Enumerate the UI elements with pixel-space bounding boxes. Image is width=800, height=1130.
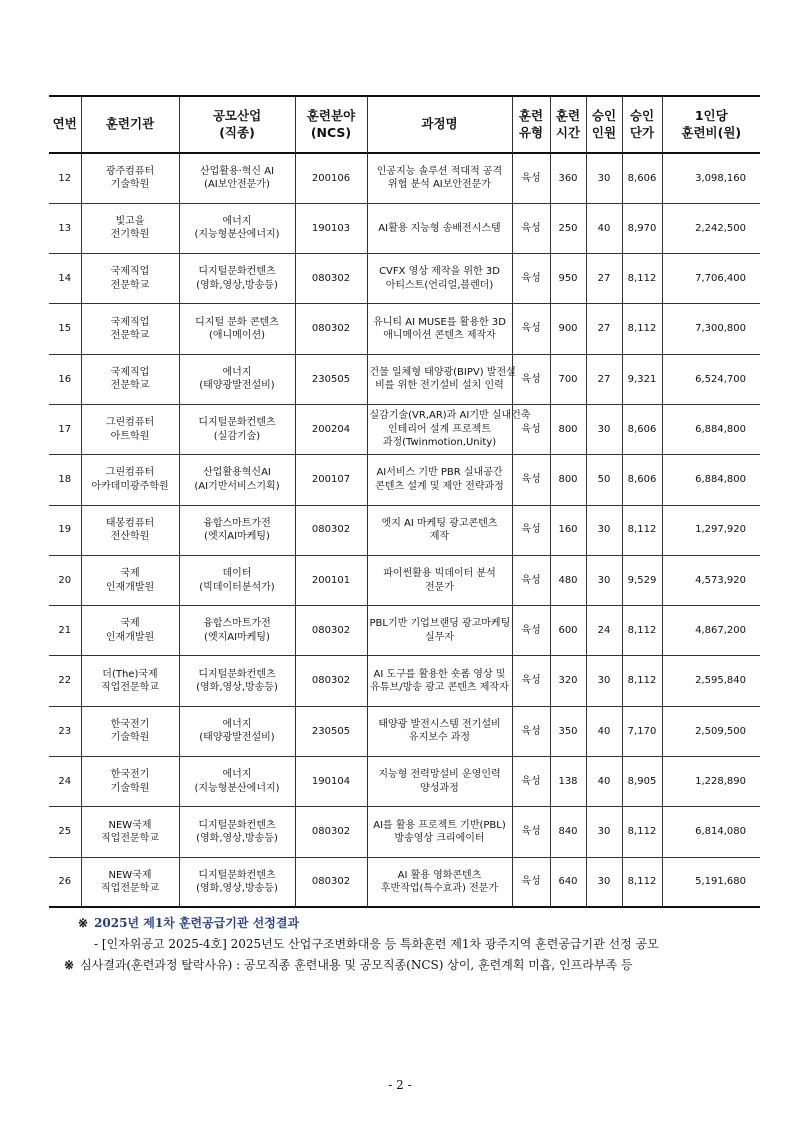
cell-industry <box>179 153 295 203</box>
cell-course-line: AI를 활용 프로젝트 기반(PBL) <box>373 819 506 831</box>
cell-industry-line: (지능형분산에너지) <box>194 782 280 794</box>
header-hours <box>550 96 586 153</box>
cell-org-line: 기술학원 <box>110 179 150 191</box>
cell-course-line: 위협 분석 AI보안전문가 <box>387 179 492 191</box>
header-unit-line: 승인 <box>629 108 655 124</box>
table-row <box>49 455 760 505</box>
cell-industry <box>179 807 295 857</box>
cell-ncs: 080302 <box>295 505 367 555</box>
cell-course-line: 양성과정 <box>420 782 459 794</box>
cell-org-line: 빛고을 <box>115 215 145 227</box>
cell-no: 17 <box>49 404 81 454</box>
header-hours-line: 훈련 <box>555 108 581 124</box>
cell-course-line: PBL기반 기업브랜딩 광고마케팅 <box>369 618 511 630</box>
cell-hours: 160 <box>550 505 586 555</box>
cell-org <box>81 455 179 505</box>
header-unit <box>622 96 662 153</box>
cell-type: 육성 <box>512 807 550 857</box>
cell-org-line: 전문학교 <box>110 330 150 342</box>
cell-no: 23 <box>49 706 81 756</box>
cell-ncs: 080302 <box>295 857 367 907</box>
cell-industry <box>179 455 295 505</box>
cell-org <box>81 153 179 203</box>
cell-no: 26 <box>49 857 81 907</box>
cell-type: 육성 <box>512 153 550 203</box>
table-body <box>49 153 760 907</box>
cell-people: 30 <box>586 404 622 454</box>
cell-hours: 900 <box>550 304 586 354</box>
cell-course-line: 애니메이션 콘텐츠 제작자 <box>383 330 496 342</box>
cell-hours: 700 <box>550 354 586 404</box>
header-org <box>81 96 179 153</box>
header-people-line: 인원 <box>591 124 617 140</box>
cell-unit: 8,112 <box>622 304 662 354</box>
cell-org <box>81 656 179 706</box>
cell-people: 30 <box>586 807 622 857</box>
cell-no: 15 <box>49 304 81 354</box>
cell-type: 육성 <box>512 203 550 253</box>
cell-people: 30 <box>586 153 622 203</box>
cell-industry-line: 융합스마트가전 <box>203 618 271 630</box>
header-course-line: 과정명 <box>421 116 458 132</box>
note-review-mark: ※ <box>64 958 75 972</box>
cell-org <box>81 555 179 605</box>
cell-org <box>81 857 179 907</box>
cell-type: 육성 <box>512 505 550 555</box>
cell-people: 30 <box>586 857 622 907</box>
cell-industry-line: 융합스마트가전 <box>203 517 271 529</box>
cell-org <box>81 354 179 404</box>
page-number: - 2 - <box>388 1078 412 1092</box>
cell-course-line: AI서비스 기반 PBR 실내공간 <box>376 467 503 479</box>
table-row <box>49 505 760 555</box>
table-row <box>49 404 760 454</box>
cell-course-line: AI활용 지능형 송배전시스템 <box>378 222 501 234</box>
cell-org <box>81 807 179 857</box>
header-unit-line: 단가 <box>629 124 655 140</box>
cell-ncs: 200204 <box>295 404 367 454</box>
cell-industry <box>179 706 295 756</box>
cell-industry-line: (영화,영상,방송등) <box>196 883 278 895</box>
cell-unit: 9,529 <box>622 555 662 605</box>
header-type-line: 유형 <box>518 124 544 140</box>
cell-ncs: 190103 <box>295 203 367 253</box>
cell-course-line: AI 활용 영화콘텐츠 <box>397 869 482 881</box>
note-review-text: 심사결과(훈련과정 탈락사유) : 공모직종 훈련내용 및 공모직종(NCS) 상이, 훈련계획 미흡, 인프라부족 등 <box>80 958 633 972</box>
cell-org-line: NEW국제 <box>108 819 152 831</box>
cell-org <box>81 304 179 354</box>
cell-no: 16 <box>49 354 81 404</box>
cell-industry-line: 디지털문화컨텐츠 <box>198 819 276 831</box>
cell-unit: 8,112 <box>622 505 662 555</box>
cell-industry-line: (영화,영상,방송등) <box>196 279 278 291</box>
cell-course <box>367 203 512 253</box>
cell-type: 육성 <box>512 606 550 656</box>
cell-industry-line: (엣지AI마케팅) <box>204 631 270 643</box>
table-row <box>49 203 760 253</box>
cell-course <box>367 606 512 656</box>
cell-org-line: 기술학원 <box>110 732 150 744</box>
cell-org-line: 직업전문학교 <box>101 682 159 694</box>
cell-industry <box>179 555 295 605</box>
cell-industry <box>179 606 295 656</box>
header-ncs-line: 훈련분야 <box>306 108 356 124</box>
cell-type: 육성 <box>512 656 550 706</box>
cell-type: 육성 <box>512 354 550 404</box>
cell-unit: 8,112 <box>622 254 662 304</box>
cell-type: 육성 <box>512 455 550 505</box>
header-org-line: 훈련기관 <box>105 116 155 132</box>
table-row <box>49 757 760 807</box>
cell-people: 30 <box>586 505 622 555</box>
cell-no: 21 <box>49 606 81 656</box>
cell-industry-line: (태양광발전설비) <box>199 732 275 744</box>
cell-people: 40 <box>586 203 622 253</box>
cell-hours: 138 <box>550 757 586 807</box>
cell-industry-line: 에너지 <box>222 215 252 227</box>
header-cost <box>662 96 760 153</box>
cell-people: 24 <box>586 606 622 656</box>
cell-cost: 3,098,160 <box>662 153 760 203</box>
cell-course <box>367 254 512 304</box>
cell-course-line: 태양광 발전시스템 전기설비 <box>378 718 501 730</box>
cell-course-line: 유지보수 과정 <box>408 732 471 744</box>
cell-cost: 6,884,800 <box>662 404 760 454</box>
cell-industry-line: 산업활용혁신AI <box>203 467 271 479</box>
cell-course-line: 건물 일체형 태양광(BIPV) 발전설 <box>369 366 516 378</box>
cell-industry-line: (AI보안전문가) <box>204 179 270 191</box>
cell-org-line: 인재개발원 <box>105 631 155 643</box>
cell-cost: 4,867,200 <box>662 606 760 656</box>
note-title: 2025년 제1차 훈련공급기관 선정결과 <box>94 916 300 930</box>
table-row <box>49 807 760 857</box>
cell-no: 22 <box>49 656 81 706</box>
cell-industry <box>179 254 295 304</box>
cell-hours: 800 <box>550 404 586 454</box>
cell-hours: 800 <box>550 455 586 505</box>
cell-no: 19 <box>49 505 81 555</box>
cell-hours: 320 <box>550 656 586 706</box>
cell-people: 40 <box>586 706 622 756</box>
cell-hours: 250 <box>550 203 586 253</box>
cell-org-line: 전문학교 <box>110 279 150 291</box>
cell-cost: 6,524,700 <box>662 354 760 404</box>
cell-hours: 640 <box>550 857 586 907</box>
cell-ncs: 080302 <box>295 807 367 857</box>
header-industry-line: 공모산업 <box>212 108 262 124</box>
cell-course-line: 인공지능 솔루션 적대적 공격 <box>376 165 503 177</box>
cell-no: 20 <box>49 555 81 605</box>
cell-no: 25 <box>49 807 81 857</box>
cell-course <box>367 354 516 404</box>
cell-hours: 950 <box>550 254 586 304</box>
cell-course-line: 인테리어 설계 프로젝트 <box>388 423 491 435</box>
cell-course-line: 후반작업(특수효과) 전문가 <box>380 883 499 895</box>
cell-course-line: 제작 <box>429 531 450 543</box>
cell-org-line: 아트학원 <box>110 430 150 442</box>
cell-org-line: 전문학교 <box>110 380 150 392</box>
header-industry-line: (직종) <box>219 124 255 140</box>
cell-course <box>367 505 512 555</box>
cell-course-line: 지능형 전력망설비 운영인력 <box>378 769 501 781</box>
cell-cost: 7,706,400 <box>662 254 760 304</box>
cell-course <box>367 153 512 203</box>
cell-people: 50 <box>586 455 622 505</box>
cell-course-line: 비를 위한 전기설비 설치 인력 <box>375 380 504 392</box>
cell-cost: 2,509,500 <box>662 706 760 756</box>
cell-cost: 7,300,800 <box>662 304 760 354</box>
cell-ncs: 190104 <box>295 757 367 807</box>
cell-industry-line: (영화,영상,방송등) <box>196 833 278 844</box>
cell-ncs: 230505 <box>295 706 367 756</box>
cell-people: 27 <box>586 254 622 304</box>
cell-industry-line: 에너지 <box>222 769 252 781</box>
cell-industry <box>179 857 295 907</box>
cell-ncs: 080302 <box>295 254 367 304</box>
cell-course-line: 실무자 <box>425 631 454 643</box>
cell-org-line: 그린컴퓨터 <box>105 467 155 479</box>
cell-industry <box>179 203 295 253</box>
table-header <box>49 96 760 153</box>
cell-unit: 9,321 <box>622 354 662 404</box>
header-no-line: 연번 <box>52 116 77 132</box>
cell-cost: 2,242,500 <box>662 203 760 253</box>
cell-org-line: 더(The)국제 <box>102 668 158 680</box>
header-hours-line: 시간 <box>555 124 581 140</box>
cell-course-line: CVFX 영상 제작을 위한 3D <box>379 266 500 278</box>
cell-course-line: 실감기술(VR,AR)과 AI기반 실내건축 <box>369 410 531 422</box>
cell-course <box>367 757 512 807</box>
header-cost-line: 1인당 <box>694 108 728 124</box>
cell-org-line: 직업전문학교 <box>101 883 159 895</box>
cell-course-line: 아티스트(언리얼,블렌더) <box>385 279 494 291</box>
cell-org-line: 인재개발원 <box>105 581 155 593</box>
cell-org <box>81 404 179 454</box>
table-row <box>49 354 760 404</box>
cell-unit: 8,606 <box>622 455 662 505</box>
table-row <box>49 254 760 304</box>
cell-unit: 8,112 <box>622 857 662 907</box>
cell-industry <box>179 404 295 454</box>
cell-no: 14 <box>49 254 81 304</box>
cell-hours: 360 <box>550 153 586 203</box>
cell-people: 30 <box>586 656 622 706</box>
cell-unit: 8,112 <box>622 807 662 857</box>
cell-course-line: 방송영상 크리에이터 <box>394 833 485 844</box>
cell-course-line: AI 도구를 활용한 숏폼 영상 및 <box>373 668 506 680</box>
cell-course-line: 과정(Twinmotion,Unity) <box>382 437 497 449</box>
cell-cost: 5,191,680 <box>662 857 760 907</box>
cell-no: 12 <box>49 153 81 203</box>
cell-org-line: 태봉컴퓨터 <box>105 517 155 529</box>
cell-type: 육성 <box>512 555 550 605</box>
cell-industry-line: (AI기반서비스기획) <box>194 480 280 492</box>
cell-no: 18 <box>49 455 81 505</box>
cell-cost: 4,573,920 <box>662 555 760 605</box>
cell-industry-line: (태양광발전설비) <box>199 380 275 392</box>
table-row <box>49 606 760 656</box>
cell-ncs: 080302 <box>295 304 367 354</box>
table-row <box>49 857 760 907</box>
cell-cost: 1,228,890 <box>662 757 760 807</box>
cell-industry-line: 디지털문화컨텐츠 <box>198 869 276 881</box>
cell-industry-line: 데이터 <box>222 568 252 580</box>
cell-ncs: 080302 <box>295 606 367 656</box>
header-industry <box>179 96 295 153</box>
cell-industry-line: (빅데이터분석가) <box>199 581 275 593</box>
cell-unit: 8,606 <box>622 404 662 454</box>
cell-org <box>81 706 179 756</box>
cell-cost: 1,297,920 <box>662 505 760 555</box>
cell-type: 육성 <box>512 404 550 454</box>
cell-people: 40 <box>586 757 622 807</box>
cell-org <box>81 606 179 656</box>
cell-industry-line: 디지털문화컨텐츠 <box>198 417 276 429</box>
header-people <box>586 96 622 153</box>
cell-course <box>367 807 512 857</box>
cell-industry <box>179 656 295 706</box>
cell-hours: 480 <box>550 555 586 605</box>
cell-course-line: 유니티 AI MUSE를 활용한 3D <box>373 316 506 328</box>
cell-industry-line: (영화,영상,방송등) <box>196 682 278 694</box>
cell-industry-line: (지능형분산에너지) <box>194 229 280 241</box>
cell-ncs: 230505 <box>295 354 367 404</box>
cell-industry-line: (엣지AI마케팅) <box>204 531 270 543</box>
note-title-line <box>78 913 778 934</box>
cell-course-line: 유튜브/방송 광고 콘텐츠 제작자 <box>370 682 509 694</box>
cell-org-line: 광주컴퓨터 <box>105 165 155 177</box>
cell-people: 27 <box>586 304 622 354</box>
cell-industry-line: 에너지 <box>222 718 252 730</box>
table-row <box>49 304 760 354</box>
cell-course <box>367 857 512 907</box>
cell-industry <box>179 354 295 404</box>
cell-unit: 7,170 <box>622 706 662 756</box>
cell-org-line: 아카데미광주학원 <box>91 480 169 492</box>
cell-industry-line: (애니메이션) <box>208 330 266 342</box>
cell-course <box>367 455 512 505</box>
cell-people: 30 <box>586 555 622 605</box>
cell-course <box>367 656 512 706</box>
cell-people: 27 <box>586 354 622 404</box>
header-row <box>49 96 760 153</box>
cell-industry-line: 산업활용·혁신 AI <box>199 165 275 177</box>
selection-result-table <box>49 95 760 908</box>
cell-hours: 840 <box>550 807 586 857</box>
note-mark: ※ <box>78 916 89 930</box>
cell-hours: 600 <box>550 606 586 656</box>
cell-type: 육성 <box>512 706 550 756</box>
cell-industry <box>179 505 295 555</box>
cell-course-line: 엣지 AI 마케팅 광고콘텐츠 <box>381 517 498 529</box>
cell-ncs: 080302 <box>295 656 367 706</box>
cell-course <box>367 706 512 756</box>
cell-no: 24 <box>49 757 81 807</box>
header-type-line: 훈련 <box>518 108 544 124</box>
cell-course-line: 파이썬활용 빅데이터 분석 <box>383 568 496 580</box>
cell-industry-line: 디지털 문화 콘텐츠 <box>195 316 279 328</box>
cell-org-line: 직업전문학교 <box>101 833 159 844</box>
cell-org <box>81 505 179 555</box>
cell-org <box>81 203 179 253</box>
cell-course <box>367 555 512 605</box>
cell-cost: 2,595,840 <box>662 656 760 706</box>
notes-section <box>64 913 778 976</box>
header-people-line: 승인 <box>591 108 617 124</box>
note-sub-line: - [인자위공고 2025-4호] 2025년도 산업구조변화대응 등 특화훈련 제1차 광주지역 훈련공급기관 선정 공모 <box>94 937 659 951</box>
cell-org-line: NEW국제 <box>108 869 152 881</box>
header-type <box>512 96 550 153</box>
cell-industry <box>179 757 295 807</box>
cell-unit: 8,970 <box>622 203 662 253</box>
cell-org-line: 한국전기 <box>110 769 150 781</box>
cell-industry <box>179 304 295 354</box>
cell-course <box>367 304 512 354</box>
cell-type: 육성 <box>512 304 550 354</box>
cell-ncs: 200106 <box>295 153 367 203</box>
cell-unit: 8,112 <box>622 606 662 656</box>
header-course <box>367 96 512 153</box>
note-review-line <box>64 955 778 976</box>
cell-cost: 6,814,080 <box>662 807 760 857</box>
cell-industry-line: 디지털문화컨텐츠 <box>198 668 276 680</box>
cell-course-line: 전문가 <box>425 581 454 593</box>
cell-org-line: 한국전기 <box>110 718 150 730</box>
cell-ncs: 200101 <box>295 555 367 605</box>
header-cost-line: 훈련비(원) <box>681 124 742 140</box>
cell-ncs: 200107 <box>295 455 367 505</box>
cell-unit: 8,905 <box>622 757 662 807</box>
header-ncs-line: (NCS) <box>310 124 352 140</box>
cell-org-line: 국제직업 <box>110 366 150 378</box>
table-row <box>49 555 760 605</box>
cell-org-line: 국제직업 <box>110 316 150 328</box>
cell-type: 육성 <box>512 757 550 807</box>
cell-no: 13 <box>49 203 81 253</box>
header-no <box>49 96 81 153</box>
cell-org-line: 전산학원 <box>110 531 150 543</box>
table-row <box>49 153 760 203</box>
cell-unit: 8,112 <box>622 656 662 706</box>
cell-org-line: 국제 <box>120 618 140 630</box>
cell-org <box>81 757 179 807</box>
header-ncs <box>295 96 367 153</box>
cell-cost: 6,884,800 <box>662 455 760 505</box>
cell-type: 육성 <box>512 857 550 907</box>
cell-org <box>81 254 179 304</box>
cell-unit: 8,606 <box>622 153 662 203</box>
cell-industry-line: 디지털문화컨텐츠 <box>198 266 276 278</box>
table-row <box>49 656 760 706</box>
cell-org-line: 전기학원 <box>110 229 150 241</box>
cell-industry-line: 에너지 <box>222 366 252 378</box>
cell-org-line: 그린컴퓨터 <box>105 417 155 429</box>
cell-org-line: 기술학원 <box>110 782 150 794</box>
cell-hours: 350 <box>550 706 586 756</box>
table-row <box>49 706 760 756</box>
cell-type: 육성 <box>512 254 550 304</box>
cell-org-line: 국제 <box>120 568 140 580</box>
cell-course-line: 콘텐츠 설계 및 제안 전략과정 <box>375 480 504 492</box>
cell-industry-line: (실감기술) <box>213 430 261 442</box>
cell-org-line: 국제직업 <box>110 266 150 278</box>
